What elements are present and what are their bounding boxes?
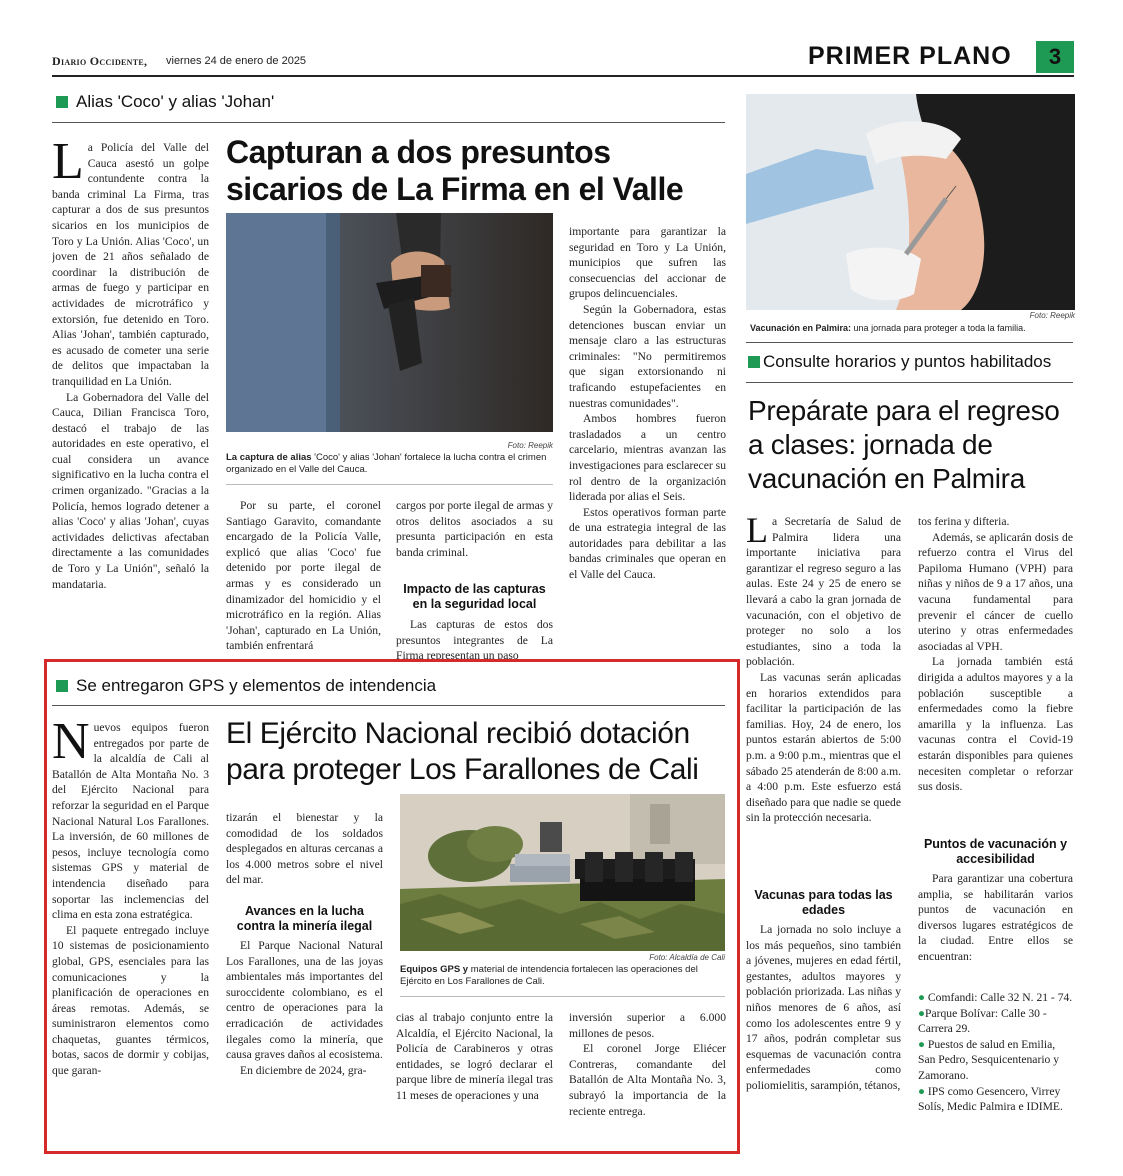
story1-headline: Capturan a dos presuntos sicarios de La Firma en el Valle [226,134,684,207]
kicker-square-icon [56,96,68,108]
story3-col2b [226,938,383,1128]
story3-col2-p1: tizarán el bienestar y la comodidad de los soldados desplegados en alturas cercanas a los 4.000 metros sobre el nivel del mar. [226,811,383,887]
story1-col2-p1: Por su parte, el coronel Santiago Garavito, comandante encargado de la Policía Valle, explicó que alias 'Coco' fue detenido por porte ilegal de armas y es considerado un dinamizador del homicidio y el microtráfico en la región. Alias 'Johan', capturado en La Unión, también enfrentará [226,499,381,653]
story1-col4-p1: importante para garantizar la seguridad en Toro y La Unión, municipios que sufren las consecuencias del accionar de grupos delincuenciales. [569,225,726,301]
bullet-dot-icon: ● [918,1037,926,1051]
equipment-table-illustration [400,794,725,951]
story2-photo-credit: Foto: Reepik [1029,311,1075,320]
story3-col1 [52,720,209,1130]
story3-kicker-text: Se entregaron GPS y elementos de intendencia [76,676,437,695]
bullet-dot-icon: ● [918,1084,926,1098]
story3-caption-rule [400,996,725,997]
story2-col2-p3: La jornada también está dirigida a adultos mayores y a la población susceptible a enfermedades como la fiebre amarilla y la influenza. Las vacunas contra el Covid-19 estarán disponibles para quienes necesiten completar o reforzar sus dosis. [918,655,1073,794]
story3-caption-bold: Equipos GPS y [400,964,469,975]
bullet-item [918,1037,1073,1084]
story2-col2 [918,514,1073,826]
story3-col4-p1: inversión superior a 6.000 millones de pesos. [569,1011,726,1040]
bullet-text: Parque Bolívar: Calle 30 - Carrera 29. [918,1006,1047,1036]
story1-col1-p1: a Policía del Valle del Cauca asestó un golpe contundente contra la banda criminal La Firma, tras capturar a dos de sus presuntos sicarios en los municipios de Toro y La Unión. Alias 'Coco', un joven de 21 años señalado de coordinar la distribución de armas de fuego y participar en actividades de microtráfico y extorsión, fue detenido en Toro. Alias 'Johan', también capturado, es acusado de cometer una serie de delitos que impactaban la tranquilidad en La Unión. [52,141,209,388]
bullet-item [918,1084,1073,1115]
story2-dropcap: L [746,514,768,550]
story3-kicker-rule [52,705,725,706]
story1-dropcap: L [52,140,84,190]
kicker-square-icon [56,680,68,692]
story1-subhead: Impacto de las capturas en la seguridad local [403,582,546,611]
story3-kicker [56,676,436,696]
page-number: 3 [1036,41,1074,73]
story3-col3-p1: cias al trabajo conjunto entre la Alcaldía, el Ejército Nacional, la Policía de Carabineros y otras entidades, se logró declarar el parque libre de minería ilegal tras 11 meses de operaciones y una [396,1011,553,1102]
story2-col1-p1: a Secretaría de Salud de Palmira lidera una importante iniciativa para garantizar el regreso seguro a las aulas. Este 24 y 25 de enero se llevará a cabo la gran jornada de vacunación, con el objetivo de proteger no solo a los estudiantes, sino a toda la población. [746,515,901,669]
story2-col2b-p1: Para garantizar una cobertura amplia, se habilitarán varios puntos de vacunación en diversos lugares estratégicos de la ciudad. Entre ellos se encuentran: [918,872,1073,963]
section-title: PRIMER PLANO [808,42,1012,70]
vaccination-illustration [746,94,1075,310]
story3-subhead: Avances en la lucha contra la minería ilegal [236,904,373,933]
story1-col1-p2: La Gobernadora del Valle del Cauca, Dilian Francisca Toro, destacó el trabajo de las autoridades en este operativo, el cual considera un avance significativo en la lucha contra el crimen organizado. "Gracias a la Policía, hemos logrado detener a alias 'Coco' y alias 'Johan', cuyas actividades delictivas afectaban directamente a las comunidades de Toro y La Unión", señaló la mandataria. [52,390,209,591]
story2-col1-p2: Las vacunas serán aplicadas en horarios extendidos para facilitar la participación de las familias. Hoy, 24 de enero, los puntos estarán abiertos de 5:00 p.m. a 9:00 p.m., mientras que el sábado 25 atenderán de 8:00 a.m. a 4:00 p.m. Este esfuerzo está diseñado para que nadie se quede sin la protección necesaria. [746,670,901,825]
story3-col4 [569,1010,726,1130]
story1-caption-rule [226,484,553,485]
story1-col2 [226,498,381,662]
masthead-title: Diario Occidente, [52,54,148,68]
story2-col2-p2: Además, se aplicarán dosis de refuerzo contra el Virus del Papiloma Humano (VPH) para niñas y niños de 9 a 17 años, una vacuna fundamental para prevenir el cáncer de cuello uterino y otras enfermedades asociadas al VPH. [918,530,1073,653]
story1-caption-bold: La captura de alias [226,452,312,463]
story1-photo-credit: Foto: Reepik [507,441,553,450]
masthead-bar [52,42,1074,74]
bullet-text: IPS como Gesencero, Virrey Solís, Medic Palmira e IDIME. [918,1084,1063,1114]
bullet-item [918,1006,1073,1037]
bullet-text: Comfandi: Calle 32 N. 21 - 74. [927,991,1073,1004]
story1-col3-p1: cargos por porte ilegal de armas y otros delitos asociados a su presunta participación en esta banda criminal. [396,499,553,559]
story2-kicker [748,352,1051,372]
story2-caption-bold: Vacunación en Palmira: [750,323,852,333]
story3-col4-p2: El coronel Jorge Eliécer Contreras, comandante del Batallón de Alta Montaña No. 3, subrayó la importancia de la reciente entrega. [569,1042,726,1118]
story1-kicker-rule [52,122,725,123]
story1-col1 [52,140,209,662]
story2-col1 [746,514,901,874]
story2-top-rule [746,342,1073,343]
story1-kicker-text: Alias 'Coco' y alias 'Johan' [76,92,275,111]
story2-col1b [746,922,901,1132]
bullet-dot-icon: ● [918,1006,926,1020]
story2-subhead2: Puntos de vacunación y accesibilidad [923,837,1068,866]
story2-caption [750,322,1079,334]
story3-caption [400,964,725,988]
story3-col2b-p2: En diciembre de 2024, gra- [240,1063,367,1077]
story3-col1-p2: El paquete entregado incluye 10 sistemas de posicionamiento global, GPS, esenciales para las comunicaciones y la planificación de operaciones en áreas remotas. Además, se suministraron elementos como chaquetas, guantes térmicos, botas, sacos de dormir y cobijas, que garan- [52,923,209,1078]
story1-col3b [396,617,553,662]
story2-kicker-rule [746,382,1073,383]
header-rule [52,75,1074,77]
story2-headline: Prepárate para el regreso a clases: jornada de vacunación en Palmira [748,395,1060,494]
story1-col3b-p1: Las capturas de estos dos presuntos integrantes de La Firma representan un paso [396,618,553,662]
story3-col2 [226,810,383,890]
story2-col2b [918,871,1073,981]
story3-photo [400,794,725,951]
story2-kicker-text: Consulte horarios y puntos habilitados [763,352,1052,371]
story3-col1-p1: uevos equipos fueron entregados por parte de la alcaldía de Cali al Batallón de Alta Montaña No. 3 del Ejército Nacional para reforzar la seguridad en el Parque Nacional Natural Los Farallones. La inversión, de 60 millones de pesos, incluye tecnología como sistemas GPS y material de intendencia diseñado para soportar las inclemencias del clima en esta zona estratégica. [52,721,209,922]
story1-col3 [396,498,553,568]
story2-bullets [918,990,1073,1130]
story1-kicker [56,92,274,112]
story3-dropcap: N [52,720,90,770]
story1-col4 [569,224,726,662]
story1-col4-p3: Ambos hombres fueron trasladados a un centro carcelario, mientras avanzan las investigaciones para esclarecer su rol dentro de la organización liderada por alias el Seis. [569,412,726,504]
gun-hand-illustration [226,213,553,432]
story1-col4-p2: Según la Gobernadora, estas detenciones buscan enviar un mensaje claro a las estructuras criminales: "No permitiremos que sigan extorsionando ni traficando estupefacientes en nuestras comunidades". [569,302,726,410]
story3-col2b-p1: El Parque Nacional Natural Los Farallones, una de las joyas ambientales más importantes del suroccidente colombiano, es el centro de operaciones para la erradicación de actividades ilegales como la minería, que causa graves daños al ecosistema. [226,939,383,1062]
story1-caption-text: 'Coco' y alias 'Johan' fortalece la lucha contra el crimen organizado en el Valle del Cauca. [226,452,547,475]
story2-subhead1: Vacunas para todas las edades [754,888,893,917]
bullet-text: Puestos de salud en Emilia, San Pedro, Sesquicentenario y Zamorano. [918,1037,1060,1082]
story1-col4-p4: Estos operativos forman parte de una estrategia integral de las autoridades para debilitar a las bandas criminales que operan en el Valle del Cauca. [569,505,726,582]
story2-caption-text: una jornada para proteger a toda la familia. [851,323,1026,333]
masthead-date: viernes 24 de enero de 2025 [166,55,307,67]
story3-photo-credit: Foto: Alcaldía de Cali [649,953,725,962]
bullet-dot-icon: ● [918,991,926,1004]
story2-col2-p1: tos ferina y difteria. [918,515,1010,528]
story3-col3 [396,1010,553,1130]
kicker-square-icon [748,356,760,368]
story1-photo [226,213,553,432]
bullet-item [918,990,1073,1006]
story2-photo [746,94,1075,310]
story1-caption [226,452,553,476]
story3-headline: El Ejército Nacional recibió dotación para proteger Los Farallones de Cali [226,717,699,786]
story2-col1b-p1: La jornada no solo incluye a los más pequeños, sino también a jóvenes, mujeres en edad fértil, gestantes, adultos mayores y población priorizada. Las niñas y niños menores de 6 años, así como los adolescentes entre 9 y 17 años, podrán completar sus esquemas de vacunación contra enfermedades como poliomielitis, sarampión, tétanos, [746,923,901,1092]
story3-caption-text: material de intendencia fortalecen las operaciones del Ejército en Los Farallones de Cali. [400,964,698,987]
